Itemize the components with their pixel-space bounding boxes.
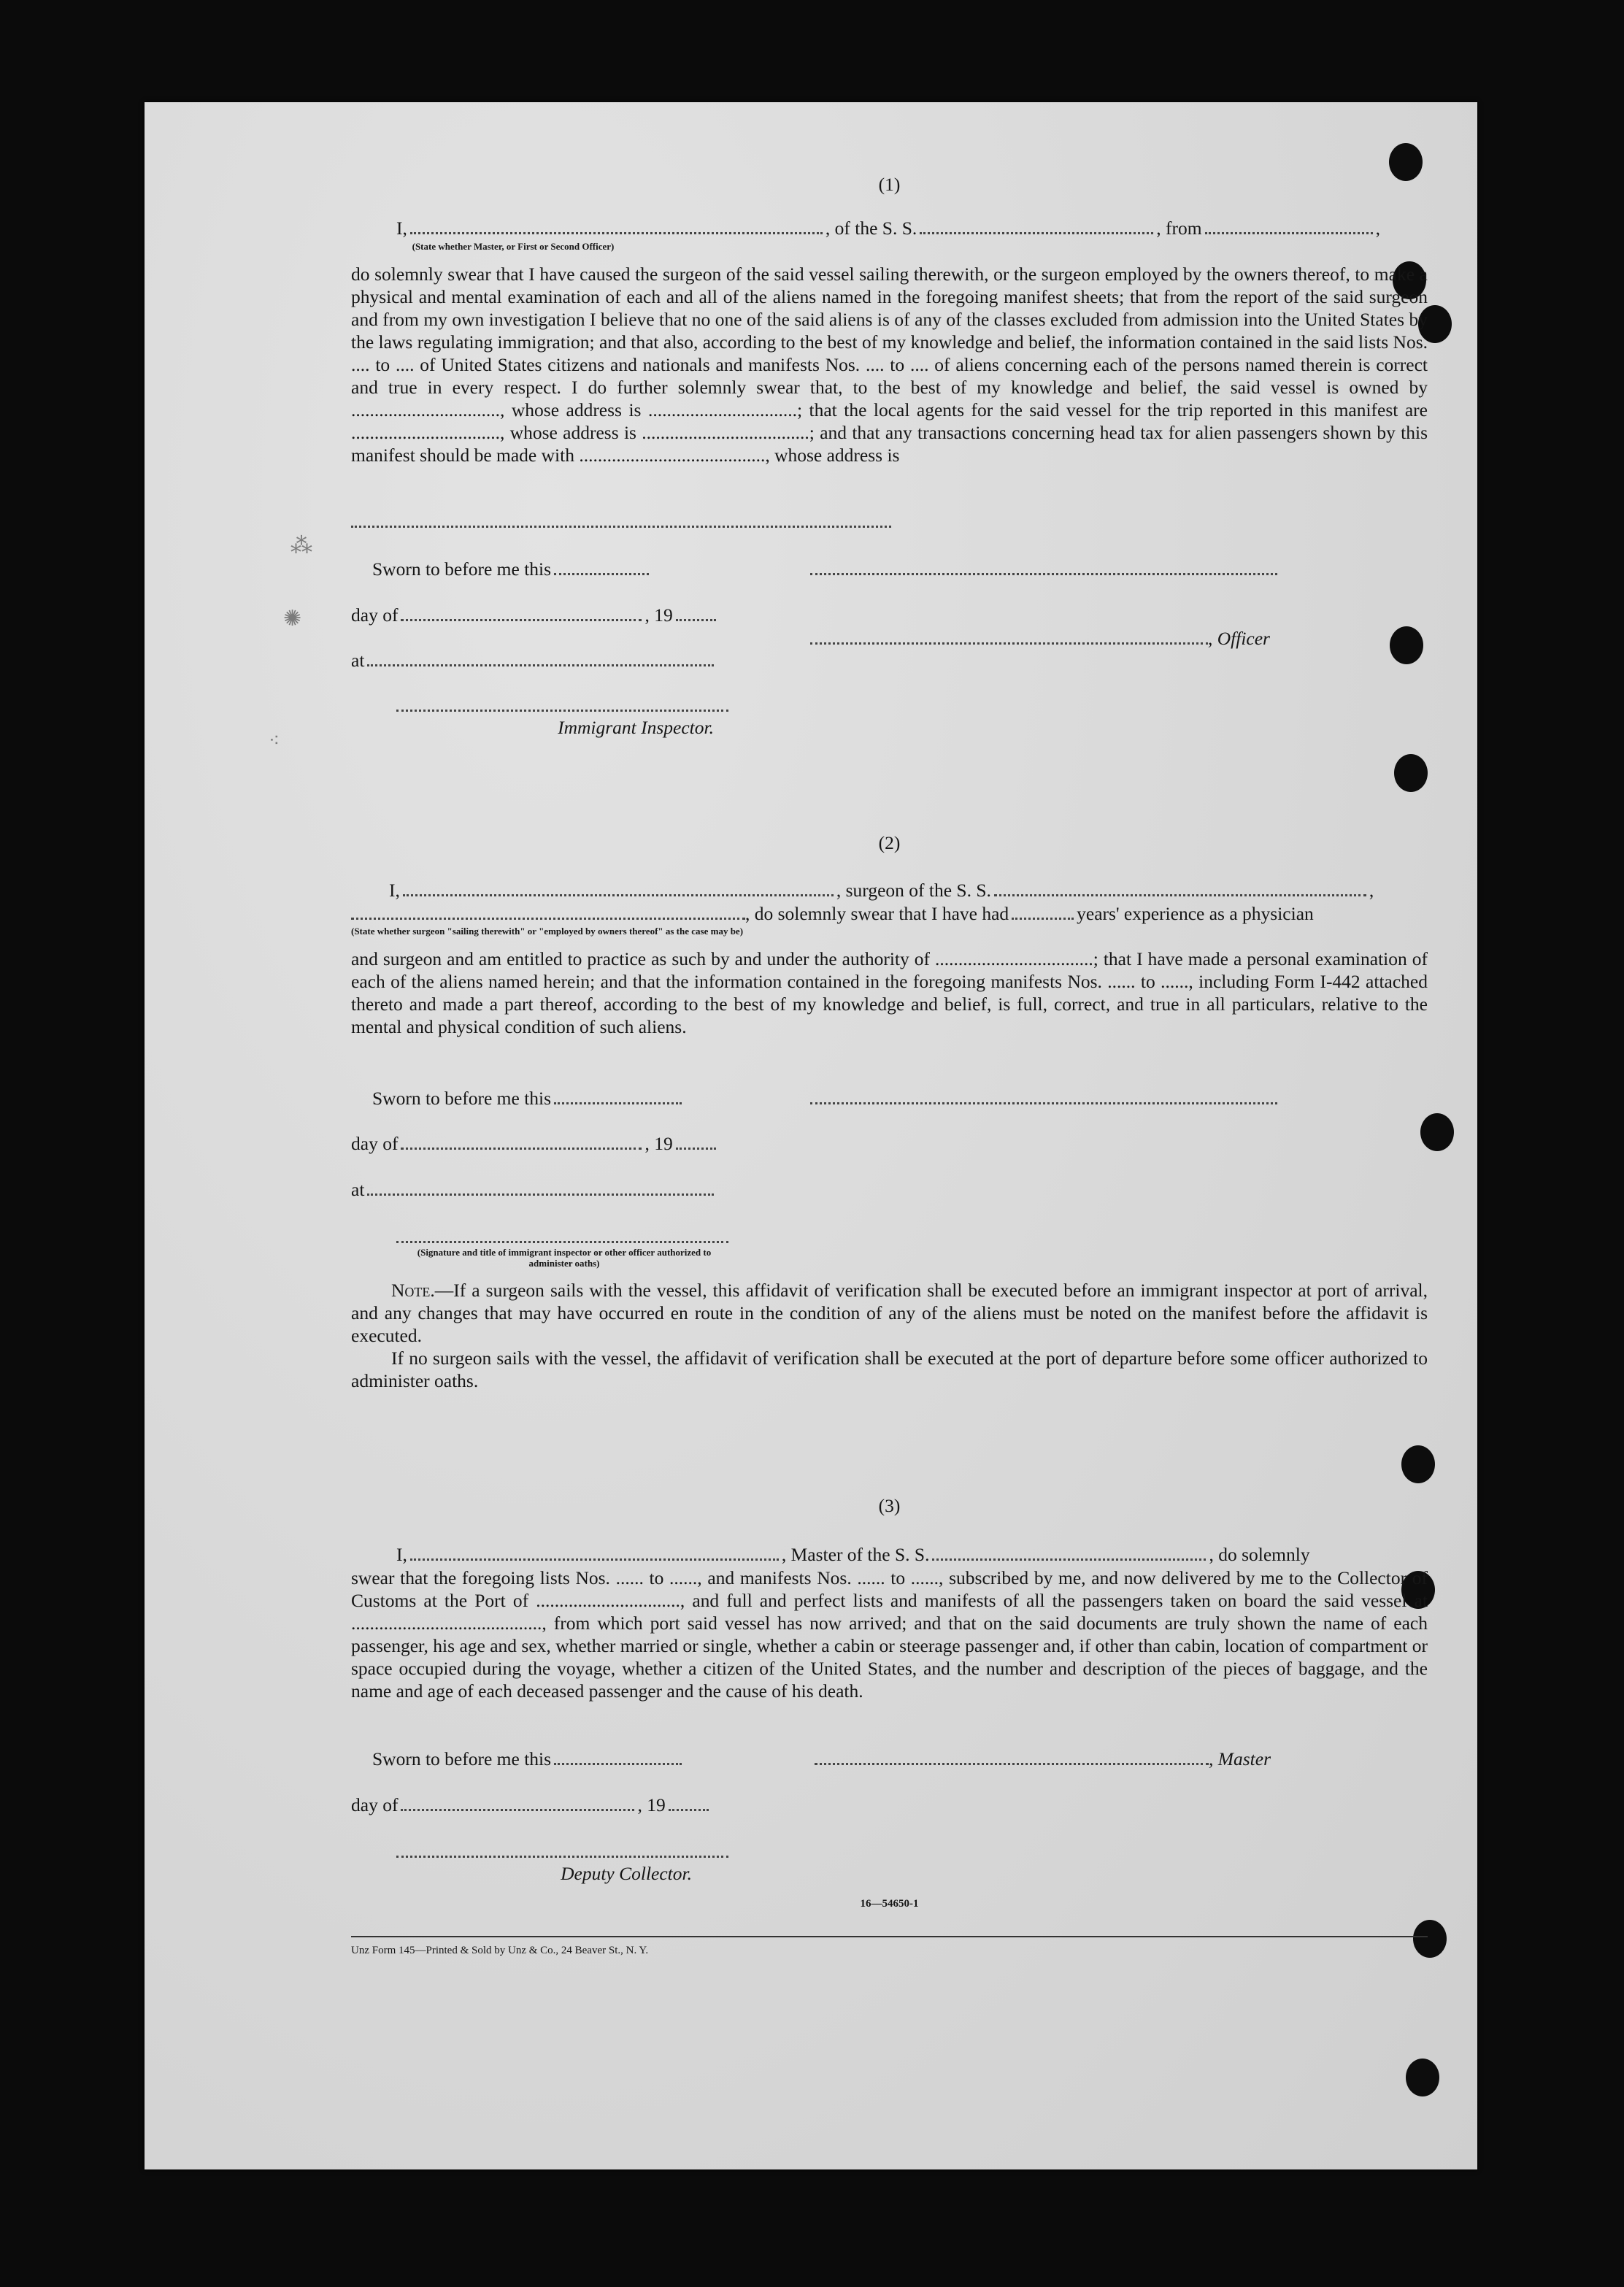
stamp-mark: ✺ bbox=[283, 607, 302, 631]
section-2-sworn: Sworn to before me this bbox=[372, 1088, 685, 1110]
section-3-sworn: Sworn to before me this bbox=[372, 1748, 685, 1770]
section-1-inspector-title: Immigrant Inspector. bbox=[558, 717, 714, 738]
punch-hole bbox=[1413, 1920, 1447, 1958]
section-3-collector-title: Deputy Collector. bbox=[561, 1863, 692, 1884]
section-2-note-2: If no surgeon sails with the vessel, the affidavit of verification shall be executed at the port of departure before some officer authorized to administer oaths. bbox=[351, 1348, 1428, 1391]
section-3-number: (3) bbox=[878, 1495, 901, 1516]
manifest-page bbox=[145, 102, 1477, 2169]
section-1-sworn: Sworn to before me this bbox=[372, 558, 652, 580]
section-1-inspector-line bbox=[396, 695, 728, 717]
section-1-at: at bbox=[351, 650, 717, 672]
section-2-note: Note.—If a surgeon sails with the vessel, this affidavit of verification shall be executed before an immigrant inspector at port of arrival, and any changes that may have occurred en route in the condition of any of the aliens must be noted on the manifest before the affidavit is executed. bbox=[351, 1280, 1428, 1346]
section-2-at: at bbox=[351, 1179, 717, 1201]
section-2-surgeon-note: (State whether surgeon "sailing therewith" or "employed by owners thereof" as the case may be) bbox=[351, 926, 744, 937]
section-3-day-of: day of , 19 bbox=[351, 1794, 712, 1816]
section-2-day-of: day of , 19 bbox=[351, 1133, 719, 1155]
stamp-mark: ⁖ bbox=[269, 730, 280, 751]
section-1-officer-note: (State whether Master, or First or Second Officer) bbox=[412, 241, 615, 252]
section-2-signature-note: (Signature and title of immigrant inspector or other officer authorized to administer oaths) bbox=[417, 1247, 712, 1269]
section-1-address-leader bbox=[351, 511, 891, 533]
section-1-officer-line: , Officer bbox=[810, 628, 1270, 650]
section-2-oath-text: and surgeon and am entitled to practice as such by and under the authority of ..................................; that I have made a personal examination of each of the aliens named herein; and that the information contained in the foregoing manifests Nos. ...... to ......, including Form I-442 attached thereto and made a part thereof, according to the best of my knowledge and belief, is full, correct, and true in all particulars, relative to the mental and physical condition of such aliens. bbox=[351, 948, 1428, 1037]
section-1-signature-line bbox=[810, 558, 1277, 580]
section-1-number: (1) bbox=[878, 174, 901, 195]
section-2-number: (2) bbox=[878, 832, 901, 853]
form-number: 16—54650-1 bbox=[860, 1898, 919, 1910]
section-1-oath-text: do solemnly swear that I have caused the surgeon of the said vessel sailing therewith, or the surgeon employed by the owners thereof, to make a physical and mental examination of each and all of the aliens named in the foregoing manifest sheets; that from the report of the said surgeon and from my own investigation I believe that no one of the said aliens is of any of the classes excluded from admission into the United States by the laws regulating immigration; and that also, according to the best of my knowledge and belief, the information contained in the said lists Nos. .... to .... of United States citizens and nationals and manifests Nos. .... to .... of aliens concerning each of the persons named therein is correct and true in every respect. I do further solemnly swear that, to the best of my knowledge and belief, the said vessel is owned by ................................, whose address is ................................; that the local agents for the said vessel for the trip reported in this manifest are ................................, whose address is ....................................; and that any transactions concerning head tax for alien passengers shown by this manifest should be made with ........................................, whose address is bbox=[351, 264, 1428, 466]
section-1-first-line: I, , of the S. S. , from , bbox=[396, 218, 1380, 239]
punch-hole bbox=[1394, 754, 1428, 792]
section-2-second-line: , do solemnly swear that I have had years' experience as a physician bbox=[351, 903, 1314, 925]
punch-hole bbox=[1401, 1445, 1435, 1483]
section-2-signature-line bbox=[810, 1088, 1277, 1110]
printer-credit: Unz Form 145—Printed & Sold by Unz & Co., 24 Beaver St., N. Y. bbox=[351, 1945, 649, 1956]
stamp-mark: ⁂ bbox=[290, 534, 312, 558]
section-1-day-of: day of , 19 bbox=[351, 604, 719, 626]
section-3-first-line: I, , Master of the S. S. , do solemnly bbox=[396, 1544, 1310, 1565]
punch-hole bbox=[1406, 2059, 1439, 2096]
section-3-master-line: , Master bbox=[815, 1748, 1271, 1770]
footer-rule bbox=[351, 1936, 1428, 1937]
section-3-oath-text: swear that the foregoing lists Nos. ...... to ......, and manifests Nos. ...... to ......, subscribed by me, and now delivered by me to the Collector of Customs at the Port of ..............................., and full and perfect lists and manifests of all the passengers taken on board the said vessel at ........................................., from which port said vessel has now arrived; and that on the said documents are truly shown the name of each passenger, his age and sex, whether married or single, whether a cabin or steerage passenger and, if other than cabin, location of compartment or space occupied during the voyage, whether a citizen of the United States, and the number and description of the pieces of baggage, and the name and age of each deceased passenger and the cause of his death. bbox=[351, 1567, 1428, 1702]
punch-hole bbox=[1420, 1113, 1454, 1151]
section-2-signature-inspector bbox=[396, 1226, 728, 1248]
section-2-first-line: I, , surgeon of the S. S. , bbox=[389, 880, 1374, 901]
section-3-collector-line bbox=[396, 1841, 728, 1863]
punch-hole bbox=[1390, 626, 1423, 664]
